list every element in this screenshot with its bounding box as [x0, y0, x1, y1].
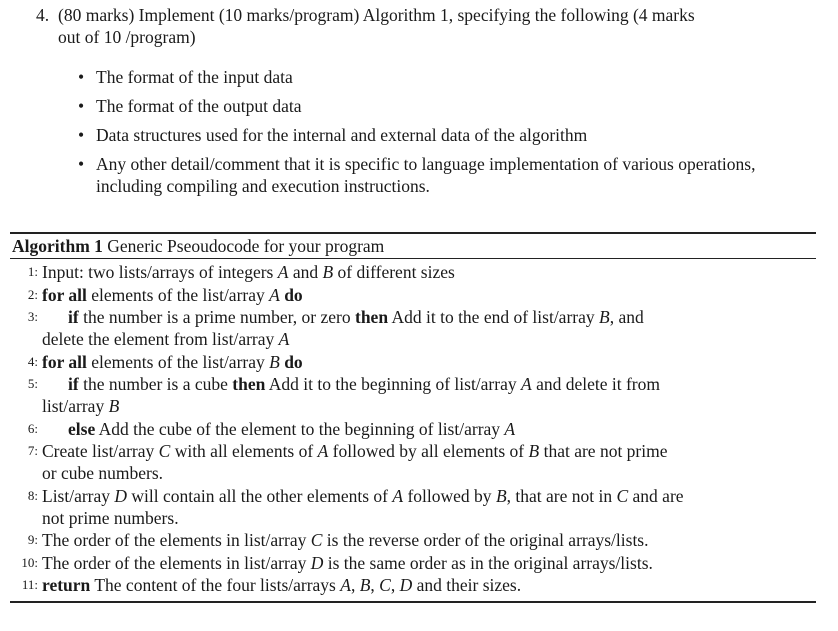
algorithm-box	[10, 232, 816, 603]
math-variable: D	[310, 552, 324, 573]
keyword: if	[68, 307, 79, 327]
bullet-text: The format of the output data	[96, 96, 302, 116]
algorithm-line	[10, 306, 816, 350]
line-text: is the same order as in the original arrays/lists.	[323, 552, 653, 573]
line-continuation	[10, 395, 816, 417]
algorithm-line	[10, 574, 816, 596]
algorithm-line	[10, 552, 816, 574]
line-content	[10, 485, 816, 507]
line-text: will contain all the other elements of	[127, 485, 393, 506]
bullet-text: Any other detail/comment that it is specific to language implementation of various operations, including compiling and execution instructions.	[96, 154, 756, 196]
line-number: 5:	[27, 376, 38, 391]
math-variable: A	[340, 575, 351, 595]
line-text: Input: two lists/arrays of integers	[42, 262, 278, 282]
math-variable: B	[108, 396, 120, 416]
line-content	[10, 574, 816, 596]
line-content	[10, 261, 816, 283]
algorithm-lines	[10, 259, 816, 601]
line-number: 8:	[27, 487, 38, 503]
line-number: 11:	[21, 577, 38, 592]
list-item	[78, 95, 798, 117]
math-variable: A	[277, 262, 289, 282]
math-variable: B	[359, 575, 371, 595]
algorithm-line	[10, 373, 816, 417]
line-continuation	[10, 328, 816, 350]
line-continuation	[10, 462, 816, 484]
line-number: 6:	[27, 420, 38, 436]
line-text: List/array	[42, 485, 115, 506]
question-line-2: out of 10 /program)	[58, 27, 196, 47]
line-number: 7:	[27, 443, 38, 458]
algorithm-line	[10, 440, 816, 484]
math-variable: B	[269, 351, 280, 372]
line-text: and their sizes.	[412, 575, 522, 595]
line-text: delete the element from list/array	[42, 329, 279, 349]
line-text: not prime numbers.	[42, 507, 179, 528]
list-item	[78, 124, 798, 146]
list-item	[78, 66, 798, 88]
question-text-1: (80 marks) Implement (10 marks/program) Algorithm 1, specifying the following (4 marks	[58, 5, 695, 25]
math-variable: D	[114, 485, 128, 506]
line-number: 4:	[27, 353, 38, 369]
line-text: list/array	[42, 396, 109, 416]
line-text: , that are not in	[506, 485, 617, 506]
bullet-text: Data structures used for the internal and external data of the algorithm	[96, 125, 588, 145]
line-content	[10, 529, 816, 551]
line-text: Add it to the end of list/array	[388, 307, 599, 327]
line-number: 2:	[27, 286, 38, 302]
line-text: The order of the elements in list/array	[42, 552, 311, 573]
keyword: for all	[42, 284, 87, 305]
line-text: The content of the four lists/arrays	[90, 575, 341, 595]
line-text: ,	[350, 575, 360, 595]
line-text: and are	[628, 485, 684, 506]
algorithm-line	[10, 284, 816, 306]
math-variable: C	[379, 575, 391, 595]
question	[36, 4, 816, 48]
line-number: 10:	[21, 554, 38, 570]
line-content	[10, 306, 816, 328]
line-text: and delete it from	[531, 374, 660, 394]
keyword: then	[355, 307, 389, 327]
bullet-icon: •	[78, 67, 85, 87]
math-variable: B	[322, 262, 334, 282]
line-text: Create list/array	[42, 441, 159, 461]
math-variable: B	[528, 441, 540, 461]
line-content	[10, 373, 816, 395]
line-text: ,	[390, 575, 400, 595]
bullet-icon: •	[78, 125, 85, 145]
line-text: the number is a prime number, or zero	[78, 307, 355, 327]
line-content	[10, 284, 816, 306]
line-content	[10, 418, 816, 440]
algorithm-line	[10, 485, 816, 529]
algorithm-line	[10, 418, 816, 440]
line-continuation	[10, 507, 816, 529]
line-text: elements of the list/array	[86, 351, 270, 372]
algorithm-line	[10, 261, 816, 283]
line-text: followed by	[403, 485, 496, 506]
line-text: is the reverse order of the original arrays/lists.	[322, 530, 649, 550]
keyword: for all	[42, 351, 87, 372]
keyword: return	[42, 575, 91, 595]
keyword: if	[68, 374, 79, 394]
bullet-icon: •	[78, 96, 85, 116]
math-variable: D	[399, 575, 413, 595]
line-content	[10, 351, 816, 373]
math-variable: A	[504, 418, 516, 439]
line-number: 3:	[27, 309, 38, 324]
line-text: and	[288, 262, 323, 282]
math-variable: A	[269, 284, 280, 305]
line-number: 1:	[27, 264, 38, 279]
question-number: 4.	[36, 5, 50, 25]
math-variable: A	[392, 485, 404, 506]
line-text: Add it to the beginning of list/array	[265, 374, 521, 394]
line-text: that are not prime	[539, 441, 668, 461]
requirements-list	[78, 66, 798, 204]
algorithm-label: Algorithm 1	[12, 236, 103, 256]
line-text: the number is a cube	[78, 374, 233, 394]
list-item	[78, 153, 798, 197]
algorithm-line	[10, 529, 816, 551]
algorithm-caption: Generic Pseoudocode for your program	[107, 236, 385, 256]
algorithm-line	[10, 351, 816, 373]
line-text: The order of the elements in list/array	[42, 530, 311, 550]
math-variable: C	[158, 441, 171, 461]
line-text: followed by all elements of	[328, 441, 529, 461]
algorithm-title	[10, 234, 816, 259]
bullet-icon: •	[78, 154, 85, 174]
line-content	[10, 552, 816, 574]
keyword: do	[284, 284, 303, 305]
math-variable: A	[317, 441, 329, 461]
math-variable: A	[520, 374, 532, 394]
math-variable: A	[278, 329, 290, 349]
bullet-text: The format of the input data	[96, 67, 293, 87]
line-number: 9:	[27, 532, 38, 547]
math-variable: C	[310, 530, 323, 550]
line-text: with all elements of	[170, 441, 318, 461]
math-variable: B	[599, 307, 610, 327]
line-text: elements of the list/array	[86, 284, 270, 305]
line-text: ,	[370, 575, 380, 595]
math-variable: C	[616, 485, 629, 506]
question-line-1	[36, 4, 816, 26]
line-content	[10, 440, 816, 462]
keyword: then	[232, 374, 266, 394]
line-text: Add the cube of the element to the beginning of list/array	[95, 418, 505, 439]
line-text: , and	[609, 307, 644, 327]
keyword: do	[284, 351, 303, 372]
math-variable: B	[495, 485, 507, 506]
keyword: else	[68, 418, 96, 439]
line-text: or cube numbers.	[42, 463, 164, 483]
line-text: of different sizes	[333, 262, 455, 282]
